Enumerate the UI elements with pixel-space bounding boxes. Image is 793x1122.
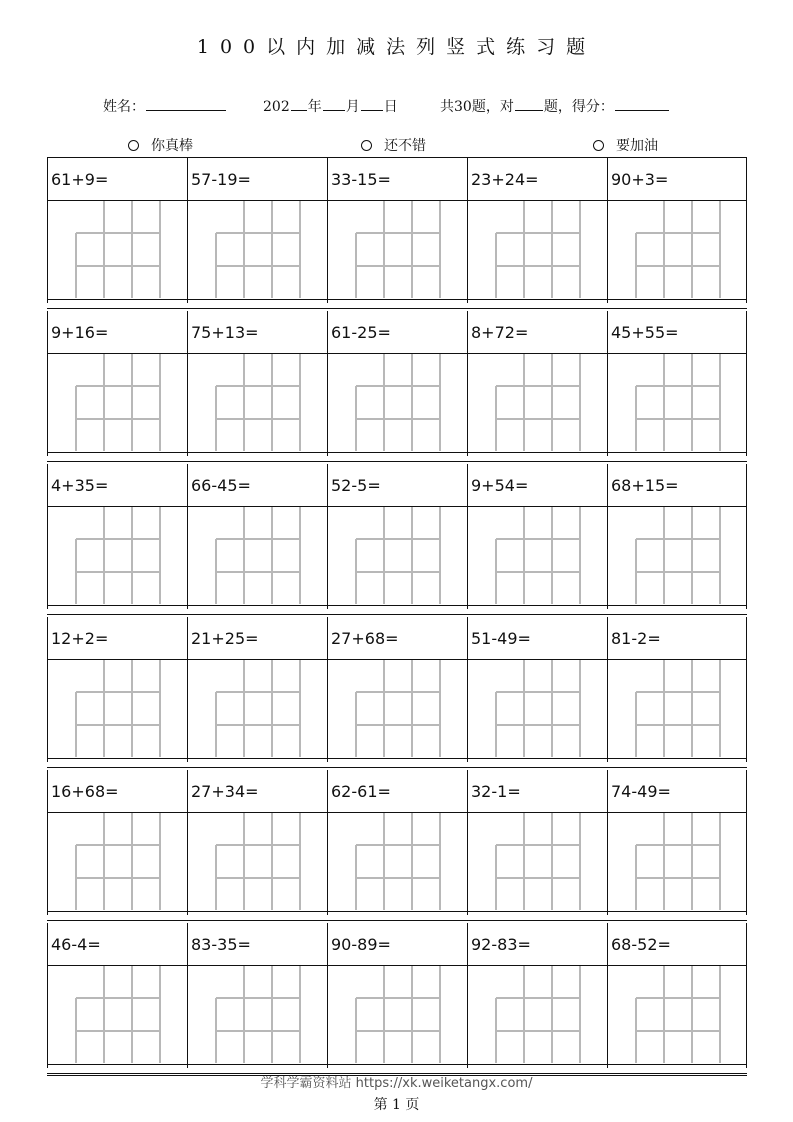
equation-text: 68+15= bbox=[611, 476, 679, 495]
vertical-calc-grid[interactable] bbox=[328, 659, 467, 759]
equation-text: 52-5= bbox=[331, 476, 381, 495]
total-text: 共30题，对 bbox=[440, 99, 514, 115]
vertical-calc-grid[interactable] bbox=[328, 200, 467, 300]
digit-box-lines bbox=[48, 354, 186, 451]
digit-box-lines bbox=[608, 813, 746, 910]
problem-row bbox=[47, 923, 747, 1068]
correct-blank[interactable] bbox=[515, 96, 543, 111]
digit-box-lines bbox=[188, 201, 326, 298]
equation-text: 32-1= bbox=[471, 782, 521, 801]
problem-cell bbox=[607, 464, 747, 609]
problem-cell bbox=[607, 311, 747, 456]
circle-icon[interactable] bbox=[361, 140, 372, 151]
name-blank[interactable] bbox=[146, 96, 226, 111]
equation-text: 33-15= bbox=[331, 170, 391, 189]
digit-box-lines bbox=[188, 966, 326, 1063]
year-blank[interactable] bbox=[291, 96, 307, 111]
digit-box-lines bbox=[608, 354, 746, 451]
digit-box-lines bbox=[608, 507, 746, 604]
day-blank[interactable] bbox=[361, 96, 383, 111]
equation-text: 51-49= bbox=[471, 629, 531, 648]
worksheet-title: 100以内加减法列竖式练习题 bbox=[196, 36, 597, 58]
digit-box-lines bbox=[328, 507, 466, 604]
problem-cell bbox=[467, 617, 607, 762]
digit-box-lines bbox=[48, 813, 186, 910]
digit-box-lines bbox=[188, 660, 326, 757]
equation-text: 90-89= bbox=[331, 935, 391, 954]
vertical-calc-grid[interactable] bbox=[468, 812, 607, 912]
equation-text: 23+24= bbox=[471, 170, 539, 189]
vertical-calc-grid[interactable] bbox=[328, 353, 467, 453]
equation-text: 61+9= bbox=[51, 170, 109, 189]
digit-box-lines bbox=[188, 813, 326, 910]
equation-text: 12+2= bbox=[51, 629, 109, 648]
problem-cell bbox=[47, 158, 187, 303]
name-label: 姓名： bbox=[103, 99, 145, 115]
problem-cell bbox=[187, 464, 327, 609]
vertical-calc-grid[interactable] bbox=[188, 965, 327, 1065]
digit-box-lines bbox=[328, 813, 466, 910]
rating-label: 要加油 bbox=[616, 138, 658, 154]
digit-box-lines bbox=[608, 966, 746, 1063]
problem-cell bbox=[327, 158, 467, 303]
digit-box-lines bbox=[468, 966, 606, 1063]
equation-text: 68-52= bbox=[611, 935, 671, 954]
equation-text: 9+16= bbox=[51, 323, 109, 342]
vertical-calc-grid[interactable] bbox=[468, 965, 607, 1065]
digit-box-lines bbox=[328, 660, 466, 757]
digit-box-lines bbox=[608, 201, 746, 298]
score-label: 题，得分： bbox=[543, 99, 614, 115]
vertical-calc-grid[interactable] bbox=[48, 659, 187, 759]
vertical-calc-grid[interactable] bbox=[328, 812, 467, 912]
vertical-calc-grid[interactable] bbox=[48, 200, 187, 300]
vertical-calc-grid[interactable] bbox=[608, 506, 746, 606]
problem-row bbox=[47, 464, 747, 609]
problem-grid bbox=[47, 157, 747, 1076]
problem-cell bbox=[47, 923, 187, 1068]
equation-text: 75+13= bbox=[191, 323, 259, 342]
problem-cell bbox=[607, 158, 747, 303]
equation-text: 4+35= bbox=[51, 476, 109, 495]
equation-text: 16+68= bbox=[51, 782, 119, 801]
rating-label: 还不错 bbox=[384, 138, 426, 154]
problem-cell bbox=[607, 617, 747, 762]
equation-text: 46-4= bbox=[51, 935, 101, 954]
equation-text: 81-2= bbox=[611, 629, 661, 648]
equation-text: 27+34= bbox=[191, 782, 259, 801]
problem-cell bbox=[187, 311, 327, 456]
digit-box-lines bbox=[328, 966, 466, 1063]
vertical-calc-grid[interactable] bbox=[608, 965, 746, 1065]
month-blank[interactable] bbox=[323, 96, 345, 111]
student-info-line bbox=[0, 96, 793, 118]
vertical-calc-grid[interactable] bbox=[608, 812, 746, 912]
page-number: 第 1 页 bbox=[373, 1097, 420, 1113]
problem-cell bbox=[187, 923, 327, 1068]
problem-cell bbox=[467, 464, 607, 609]
problem-cell bbox=[467, 311, 607, 456]
digit-box-lines bbox=[468, 660, 606, 757]
problem-cell bbox=[467, 923, 607, 1068]
digit-box-lines bbox=[48, 660, 186, 757]
vertical-calc-grid[interactable] bbox=[328, 506, 467, 606]
digit-box-lines bbox=[328, 201, 466, 298]
problem-cell bbox=[47, 464, 187, 609]
digit-box-lines bbox=[188, 354, 326, 451]
equation-text: 62-61= bbox=[331, 782, 391, 801]
vertical-calc-grid[interactable] bbox=[48, 353, 187, 453]
vertical-calc-grid[interactable] bbox=[188, 353, 327, 453]
digit-box-lines bbox=[48, 966, 186, 1063]
problem-cell bbox=[187, 158, 327, 303]
score-blank[interactable] bbox=[615, 96, 669, 111]
vertical-calc-grid[interactable] bbox=[608, 200, 746, 300]
vertical-calc-grid[interactable] bbox=[468, 200, 607, 300]
vertical-calc-grid[interactable] bbox=[48, 965, 187, 1065]
equation-text: 92-83= bbox=[471, 935, 531, 954]
equation-text: 21+25= bbox=[191, 629, 259, 648]
problem-cell bbox=[467, 158, 607, 303]
equation-text: 74-49= bbox=[611, 782, 671, 801]
digit-box-lines bbox=[188, 507, 326, 604]
problem-cell bbox=[327, 311, 467, 456]
vertical-calc-grid[interactable] bbox=[48, 506, 187, 606]
problem-cell bbox=[327, 923, 467, 1068]
equation-text: 83-35= bbox=[191, 935, 251, 954]
source-watermark: 学科学霸资料站 https://xk.weiketangx.com/ bbox=[260, 1076, 533, 1091]
problem-cell bbox=[47, 617, 187, 762]
equation-text: 27+68= bbox=[331, 629, 399, 648]
rating-try-harder[interactable] bbox=[593, 135, 658, 155]
digit-box-lines bbox=[48, 201, 186, 298]
rating-label: 你真棒 bbox=[151, 138, 193, 154]
problem-cell bbox=[187, 617, 327, 762]
problem-cell bbox=[327, 617, 467, 762]
circle-icon[interactable] bbox=[593, 140, 604, 151]
problem-row bbox=[47, 311, 747, 456]
vertical-calc-grid[interactable] bbox=[468, 659, 607, 759]
problem-cell bbox=[47, 770, 187, 915]
problem-cell bbox=[327, 770, 467, 915]
problem-cell bbox=[47, 311, 187, 456]
row-separator bbox=[47, 915, 747, 921]
digit-box-lines bbox=[48, 507, 186, 604]
vertical-calc-grid[interactable] bbox=[468, 506, 607, 606]
digit-box-lines bbox=[328, 354, 466, 451]
equation-text: 57-19= bbox=[191, 170, 251, 189]
day-label: 日 bbox=[383, 99, 398, 115]
vertical-calc-grid[interactable] bbox=[468, 353, 607, 453]
year-prefix: 202 bbox=[263, 99, 290, 115]
circle-icon[interactable] bbox=[128, 140, 139, 151]
vertical-calc-grid[interactable] bbox=[188, 812, 327, 912]
row-separator bbox=[47, 762, 747, 768]
equation-text: 45+55= bbox=[611, 323, 679, 342]
vertical-calc-grid[interactable] bbox=[608, 353, 746, 453]
equation-text: 90+3= bbox=[611, 170, 669, 189]
row-separator bbox=[47, 456, 747, 462]
equation-text: 61-25= bbox=[331, 323, 391, 342]
vertical-calc-grid[interactable] bbox=[188, 200, 327, 300]
rating-great[interactable] bbox=[128, 135, 193, 155]
problem-cell bbox=[187, 770, 327, 915]
problem-cell bbox=[607, 923, 747, 1068]
year-label: 年 bbox=[307, 99, 322, 115]
row-separator bbox=[47, 303, 747, 309]
month-label: 月 bbox=[345, 99, 360, 115]
problem-row bbox=[47, 770, 747, 915]
equation-text: 8+72= bbox=[471, 323, 529, 342]
problem-row bbox=[47, 617, 747, 762]
problem-cell bbox=[607, 770, 747, 915]
equation-text: 9+54= bbox=[471, 476, 529, 495]
problem-cell bbox=[327, 464, 467, 609]
digit-box-lines bbox=[468, 813, 606, 910]
digit-box-lines bbox=[468, 354, 606, 451]
row-separator bbox=[47, 609, 747, 615]
digit-box-lines bbox=[468, 507, 606, 604]
equation-text: 66-45= bbox=[191, 476, 251, 495]
vertical-calc-grid[interactable] bbox=[48, 812, 187, 912]
problem-row bbox=[47, 158, 747, 303]
vertical-calc-grid[interactable] bbox=[328, 965, 467, 1065]
rating-good[interactable] bbox=[361, 135, 426, 155]
vertical-calc-grid[interactable] bbox=[188, 506, 327, 606]
self-rating bbox=[0, 135, 793, 155]
problem-cell bbox=[467, 770, 607, 915]
digit-box-lines bbox=[608, 660, 746, 757]
vertical-calc-grid[interactable] bbox=[188, 659, 327, 759]
vertical-calc-grid[interactable] bbox=[608, 659, 746, 759]
digit-box-lines bbox=[468, 201, 606, 298]
